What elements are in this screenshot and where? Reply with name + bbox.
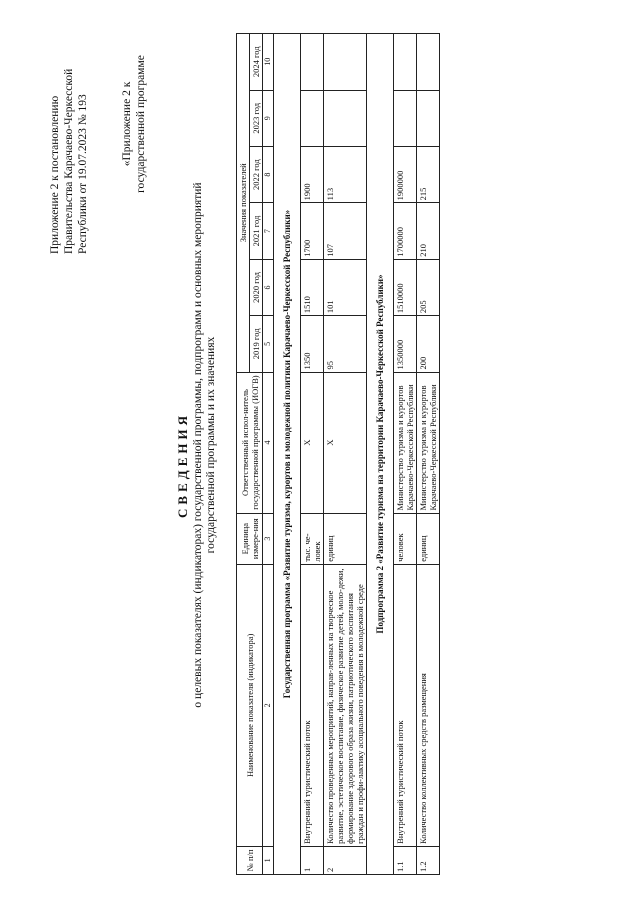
- appendix-line: государственной программе: [135, 55, 147, 193]
- header-year: 2021 год: [250, 203, 263, 259]
- column-number: 2: [263, 564, 274, 846]
- decree-line: Приложение 2 к постановлению: [49, 95, 61, 254]
- cell-value: 215: [417, 146, 440, 202]
- cell-value: [301, 34, 324, 91]
- cell-unit: единиц: [324, 513, 367, 564]
- cell-name: Внутренний туристический поток: [394, 564, 417, 846]
- column-number: 1: [263, 846, 274, 874]
- cell-value: 1510: [301, 259, 324, 315]
- cell-name: Количество коллективных средств размещения: [417, 564, 440, 846]
- column-number: 6: [263, 259, 274, 315]
- cell-value: [301, 90, 324, 146]
- cell-value: [394, 34, 417, 91]
- cell-num: 2: [324, 846, 367, 874]
- cell-value: 101: [324, 259, 367, 315]
- column-number: 3: [263, 513, 274, 564]
- cell-executor: Министерство туризма и курортов Карачаево-Черкесской Республики: [417, 372, 440, 513]
- column-number: 5: [263, 316, 274, 372]
- cell-value: [417, 34, 440, 91]
- section-title: Государственная программа «Развитие туризма, курортов и молодежной политики Карачаево-Черкесской Республики»: [274, 34, 301, 875]
- cell-executor: Министерство туризма и курортов Карачаево-Черкесской Республики: [394, 372, 417, 513]
- cell-value: 1350000: [394, 316, 417, 372]
- cell-value: 95: [324, 316, 367, 372]
- cell-executor: Х: [324, 372, 367, 513]
- indicators-table: [236, 33, 440, 875]
- cell-value: 205: [417, 259, 440, 315]
- cell-value: [394, 90, 417, 146]
- table-row: [324, 34, 367, 875]
- decree-reference: [48, 24, 90, 254]
- table-row: [301, 34, 324, 875]
- cell-value: 1900: [301, 146, 324, 202]
- header-year: 2024 год: [250, 34, 263, 91]
- cell-value: [324, 34, 367, 91]
- header-year: 2019 год: [250, 316, 263, 372]
- cell-value: 200: [417, 316, 440, 372]
- header-year: 2023 год: [250, 90, 263, 146]
- column-number: 10: [263, 34, 274, 91]
- decree-line: Правительства Карачаево-Черкесской: [63, 68, 75, 254]
- table-row: [417, 34, 440, 875]
- section-row: [274, 34, 301, 875]
- header-year: 2022 год: [250, 146, 263, 202]
- cell-num: 1: [301, 846, 324, 874]
- cell-value: [324, 90, 367, 146]
- cell-unit: тыс. че-ловек: [301, 513, 324, 564]
- header-executor: Ответственный испол-нитель государственной программы (ИОГВ): [237, 372, 263, 513]
- document-subtitle: [192, 145, 218, 745]
- cell-value: 1700000: [394, 203, 417, 259]
- table-row: [394, 34, 417, 875]
- appendix-line: «Приложение 2 к: [121, 81, 133, 167]
- cell-value: [417, 90, 440, 146]
- header-values-group: Значения показателей: [237, 34, 250, 373]
- cell-num: 1.2: [417, 846, 440, 874]
- section-title: Подпрограмма 2 «Развитие туризма на территории Карачаево-Черкесской Республики»: [367, 34, 394, 875]
- cell-num: 1.1: [394, 846, 417, 874]
- section-row: [367, 34, 394, 875]
- cell-value: 1900000: [394, 146, 417, 202]
- column-number: 4: [263, 372, 274, 513]
- appendix-reference: [120, 24, 148, 224]
- cell-unit: единиц: [417, 513, 440, 564]
- header-name: Наименование показателя (индикатора): [237, 564, 263, 846]
- header-num: № п/п: [237, 846, 263, 874]
- cell-value: 210: [417, 203, 440, 259]
- document-title: СВЕДЕНИЯ: [175, 412, 190, 518]
- header-unit: Единица измере-ния: [237, 513, 263, 564]
- column-number: 9: [263, 90, 274, 146]
- table-body: [274, 34, 440, 875]
- subtitle-line: государственной программы и их значениях: [205, 336, 217, 554]
- subtitle-line: о целевых показателях (индикаторах) государственной программы, подпрограмм и основных мероприятий: [192, 182, 204, 708]
- cell-executor: Х: [301, 372, 324, 513]
- cell-value: 1350: [301, 316, 324, 372]
- cell-unit: человек: [394, 513, 417, 564]
- header-year: 2020 год: [250, 259, 263, 315]
- cell-value: 1510000: [394, 259, 417, 315]
- cell-name: Внутренний туристический поток: [301, 564, 324, 846]
- decree-line: Республики от 19.07.2023 № 193: [77, 94, 89, 254]
- cell-name: Количество проведенных мероприятий, направ-ленных на творческое развитие, эстетическое воспитание, физическое развитие детей, моло-дежи, формирование здорового образа жизни, патриотического воспитания граждан и профи-лактику асоциального поведения в молодежной среде: [324, 564, 367, 846]
- column-number: 8: [263, 146, 274, 202]
- column-number: 7: [263, 203, 274, 259]
- cell-value: 107: [324, 203, 367, 259]
- cell-value: 1700: [301, 203, 324, 259]
- cell-value: 113: [324, 146, 367, 202]
